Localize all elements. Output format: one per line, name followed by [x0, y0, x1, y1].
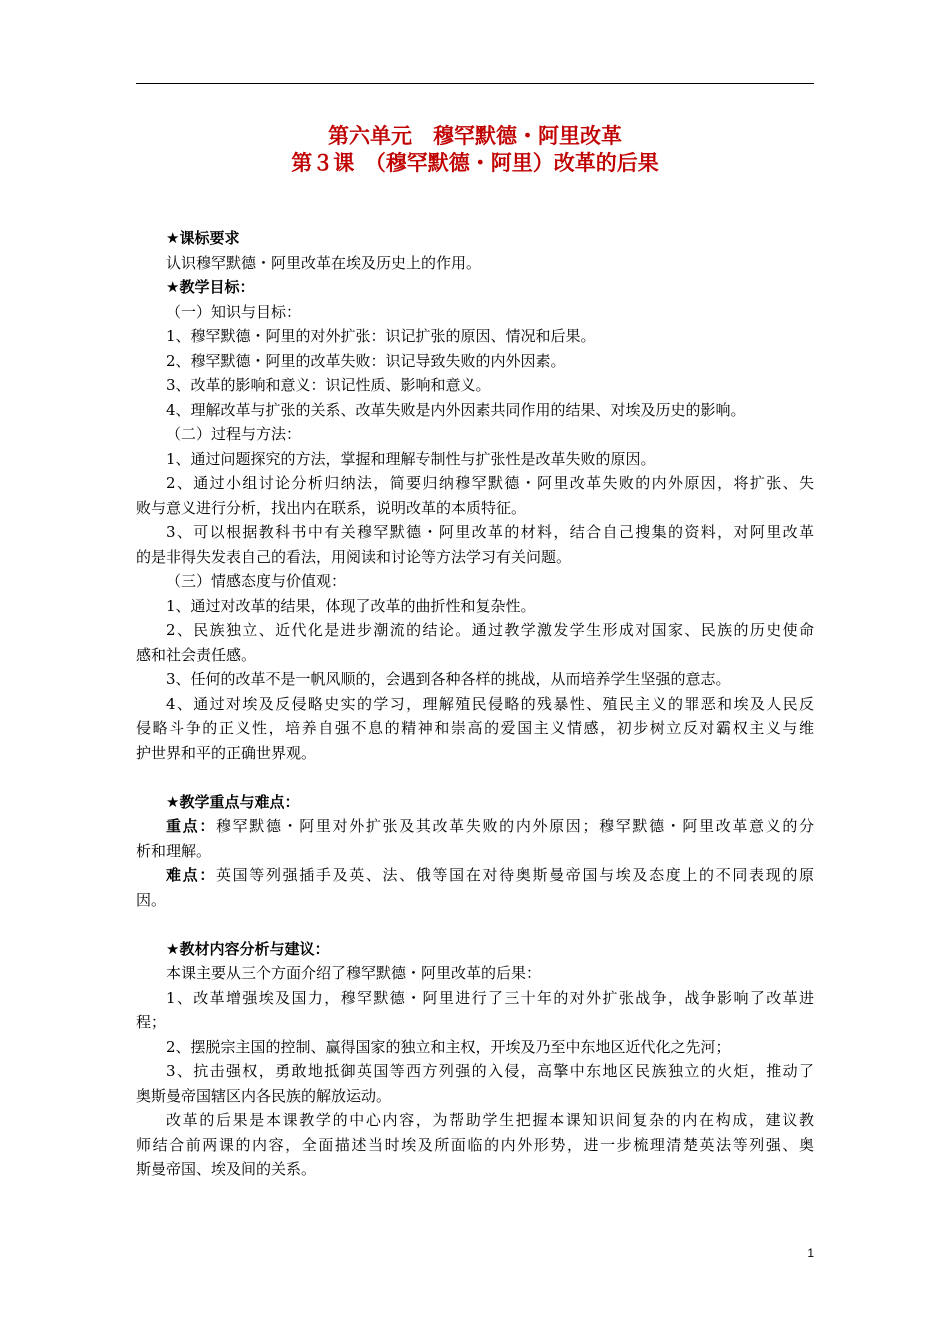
header-rule	[136, 83, 814, 84]
goals-part1-item: 2、穆罕默德・阿里的改革失败：识记导致失败的内外因素。	[166, 351, 566, 370]
document-body	[136, 226, 814, 1182]
goals-part1-item: 4、理解改革与扩张的关系、改革失败是内外因素共同作用的结果、对埃及历史的影响。	[166, 400, 746, 419]
goals-part2-title: （二）过程与方法：	[166, 425, 302, 443]
goals-part2-item: 3、可以根据教科书中有关穆罕默德・阿里改革的材料，结合自己搜集的资料，对阿里改革	[166, 523, 814, 541]
standards-text: 认识穆罕默德・阿里改革在埃及历史上的作用。	[166, 253, 482, 272]
goals-part3-item-cont: 侵略斗争的正义性，培养自强不息的精神和崇高的爱国主义情感，初步树立反对霸权主义与维	[136, 719, 814, 737]
key-point-label: 重点：	[166, 817, 216, 835]
goals-part3-item: 2、民族独立、近代化是进步潮流的结论。通过教学激发学生形成对国家、民族的历史使命	[166, 621, 814, 639]
difficult-point-label: 难点：	[166, 866, 216, 884]
analysis-item-cont: 奥斯曼帝国辖区内各民族的解放运动。	[136, 1086, 392, 1105]
spacer	[136, 765, 814, 790]
goals-part1-title: （一）知识与目标：	[166, 302, 302, 321]
unit-title: 第六单元 穆罕默德・阿里改革	[328, 124, 622, 148]
goals-part3-item: 3、任何的改革不是一帆风顺的，会遇到各种各样的挑战，从而培养学生坚强的意志。	[166, 670, 731, 688]
goals-part2-item: 1、通过问题探究的方法，掌握和理解专制性与扩张性是改革失败的原因。	[166, 449, 656, 468]
analysis-intro: 本课主要从三个方面介绍了穆罕默德・阿里改革的后果：	[166, 964, 542, 982]
goals-part3-item-cont: 护世界和平的正确世界观。	[136, 743, 317, 762]
key-point-text: 穆罕默德・阿里对外扩张及其改革失败的内外原因；穆罕默德・阿里改革意义的分	[215, 817, 814, 835]
section-heading-key-points: ★教学重点与难点：	[166, 792, 300, 811]
goals-part2-item-cont: 败与意义进行分析，找出内在联系，说明改革的本质特征。	[136, 498, 527, 517]
goals-part3-title: （三）情感态度与价值观：	[166, 572, 347, 590]
section-heading-analysis: ★教材内容分析与建议：	[166, 939, 330, 958]
goals-part2-item-cont: 的是非得失发表自己的看法，用阅读和讨论等方法学习有关问题。	[136, 547, 572, 566]
spacer	[136, 912, 814, 937]
page-number: 1	[807, 1246, 814, 1260]
goals-part1-item: 1、穆罕默德・阿里的对外扩张：识记扩张的原因、情况和后果。	[166, 327, 596, 345]
lesson-title: 第３课 （穆罕默德・阿里）改革的后果	[291, 151, 659, 175]
key-point-line	[136, 814, 814, 839]
key-point-text-cont: 析和理解。	[136, 841, 212, 860]
analysis-item: 3、抗击强权，勇敢地抵御英国等西方列强的入侵，高擎中东地区民族独立的火炬，推动了	[166, 1062, 814, 1080]
section-heading-goals: ★教学目标：	[166, 278, 255, 296]
difficult-point-line	[136, 863, 814, 888]
goals-part3-item: 4、通过对埃及反侵略史实的学习，理解殖民侵略的残暴性、殖民主义的罪恶和埃及人民反	[166, 694, 814, 713]
analysis-paragraph-cont: 斯曼帝国、埃及间的关系。	[136, 1160, 317, 1178]
analysis-item: 2、摆脱宗主国的控制、赢得国家的独立和主权，开埃及乃至中东地区近代化之先河；	[166, 1037, 731, 1056]
difficult-point-text-cont: 因。	[136, 890, 167, 909]
goals-part2-item: 2、通过小组讨论分析归纳法，简要归纳穆罕默德・阿里改革失败的内外原因，将扩张、失	[166, 474, 814, 492]
difficult-point-text: 英国等列强插手及英、法、俄等国在对待奥斯曼帝国与埃及态度上的不同表现的原	[215, 866, 814, 884]
goals-part1-item: 3、改革的影响和意义：识记性质、影响和意义。	[166, 376, 491, 394]
analysis-item: 1、改革增强埃及国力，穆罕默德・阿里进行了三十年的对外扩张战争，战争影响了改革进	[166, 988, 814, 1007]
goals-part3-item-cont: 感和社会责任感。	[136, 645, 257, 664]
section-heading-standards: ★课标要求	[166, 229, 240, 247]
analysis-item-cont: 程；	[136, 1013, 167, 1031]
goals-part3-item: 1、通过对改革的结果，体现了改革的曲折性和复杂性。	[166, 596, 536, 615]
analysis-paragraph: 改革的后果是本课教学的中心内容，为帮助学生把握本课知识间复杂的内在构成，建议教	[166, 1111, 814, 1129]
analysis-paragraph-cont: 师结合前两课的内容，全面描述当时埃及所面临的内外形势，进一步梳理清楚英法等列强、奥	[136, 1135, 814, 1154]
